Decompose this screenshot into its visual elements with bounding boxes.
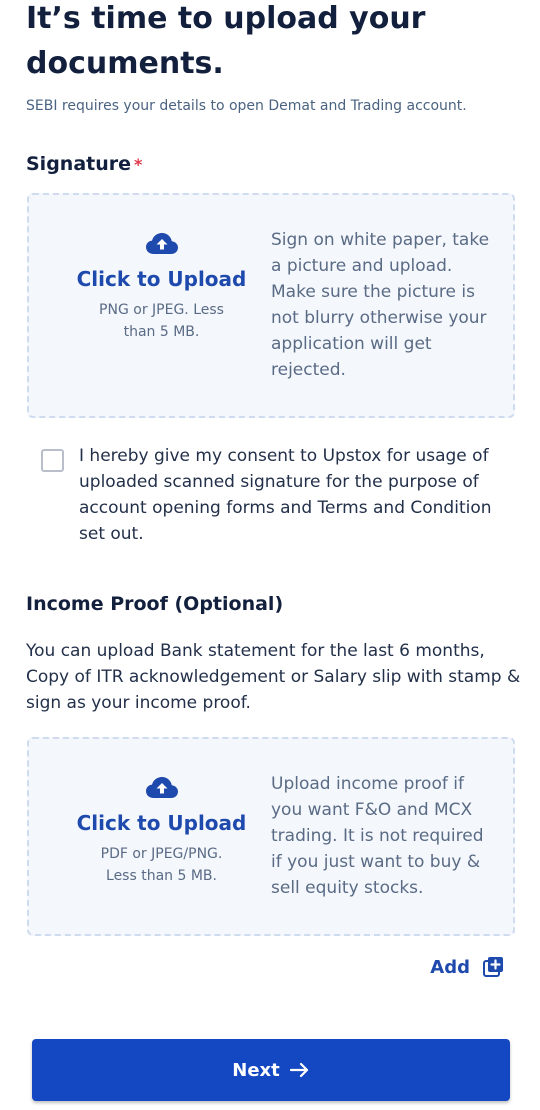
next-label: Next — [232, 1059, 280, 1081]
consent-checkbox[interactable] — [41, 449, 64, 472]
required-mark: * — [134, 155, 143, 174]
cloud-upload-icon — [146, 233, 178, 255]
signature-upload-hint: PNG or JPEG. Less than 5 MB. — [99, 302, 224, 340]
income-proof-upload-area[interactable] — [27, 737, 515, 936]
signature-upload-trigger[interactable] — [59, 233, 264, 343]
income-proof-description: You can upload Bank statement for the last 6 months, Copy of ITR acknowledgement or Salary slip with stamp & sign as your income proof. — [26, 641, 521, 713]
next-button[interactable] — [32, 1039, 510, 1101]
page-title: It’s time to upload your documents. — [26, 1, 426, 81]
add-box-icon — [482, 956, 504, 978]
page-subtitle: SEBI requires your details to open Demat and Trading account. — [26, 98, 467, 114]
income-proof-upload-trigger[interactable] — [59, 777, 264, 887]
consent-text: I hereby give my consent to Upstox for usage of uploaded scanned signature for the purpose of account opening forms and Terms and Condition set out. — [79, 446, 492, 544]
income-proof-upload-hint: PDF or JPEG/PNG. Less than 5 MB. — [100, 846, 223, 884]
arrow-right-icon — [290, 1062, 310, 1078]
signature-label — [26, 153, 142, 175]
income-proof-click-to-upload[interactable]: Click to Upload — [76, 811, 247, 835]
add-income-proof-button[interactable] — [430, 956, 504, 978]
signature-click-to-upload[interactable]: Click to Upload — [76, 267, 247, 291]
add-label: Add — [430, 956, 470, 978]
signature-upload-area[interactable] — [27, 193, 515, 418]
cloud-upload-icon — [146, 777, 178, 799]
signature-instructions: Sign on white paper, take a picture and upload. Make sure the picture is not blurry otherwise your application will get rejected. — [271, 230, 490, 380]
income-proof-label: Income Proof (Optional) — [26, 593, 284, 615]
signature-label-text: Signature — [26, 153, 132, 175]
income-proof-instructions: Upload income proof if you want F&O and MCX trading. It is not required if you just want to buy & sell equity stocks. — [271, 774, 484, 898]
